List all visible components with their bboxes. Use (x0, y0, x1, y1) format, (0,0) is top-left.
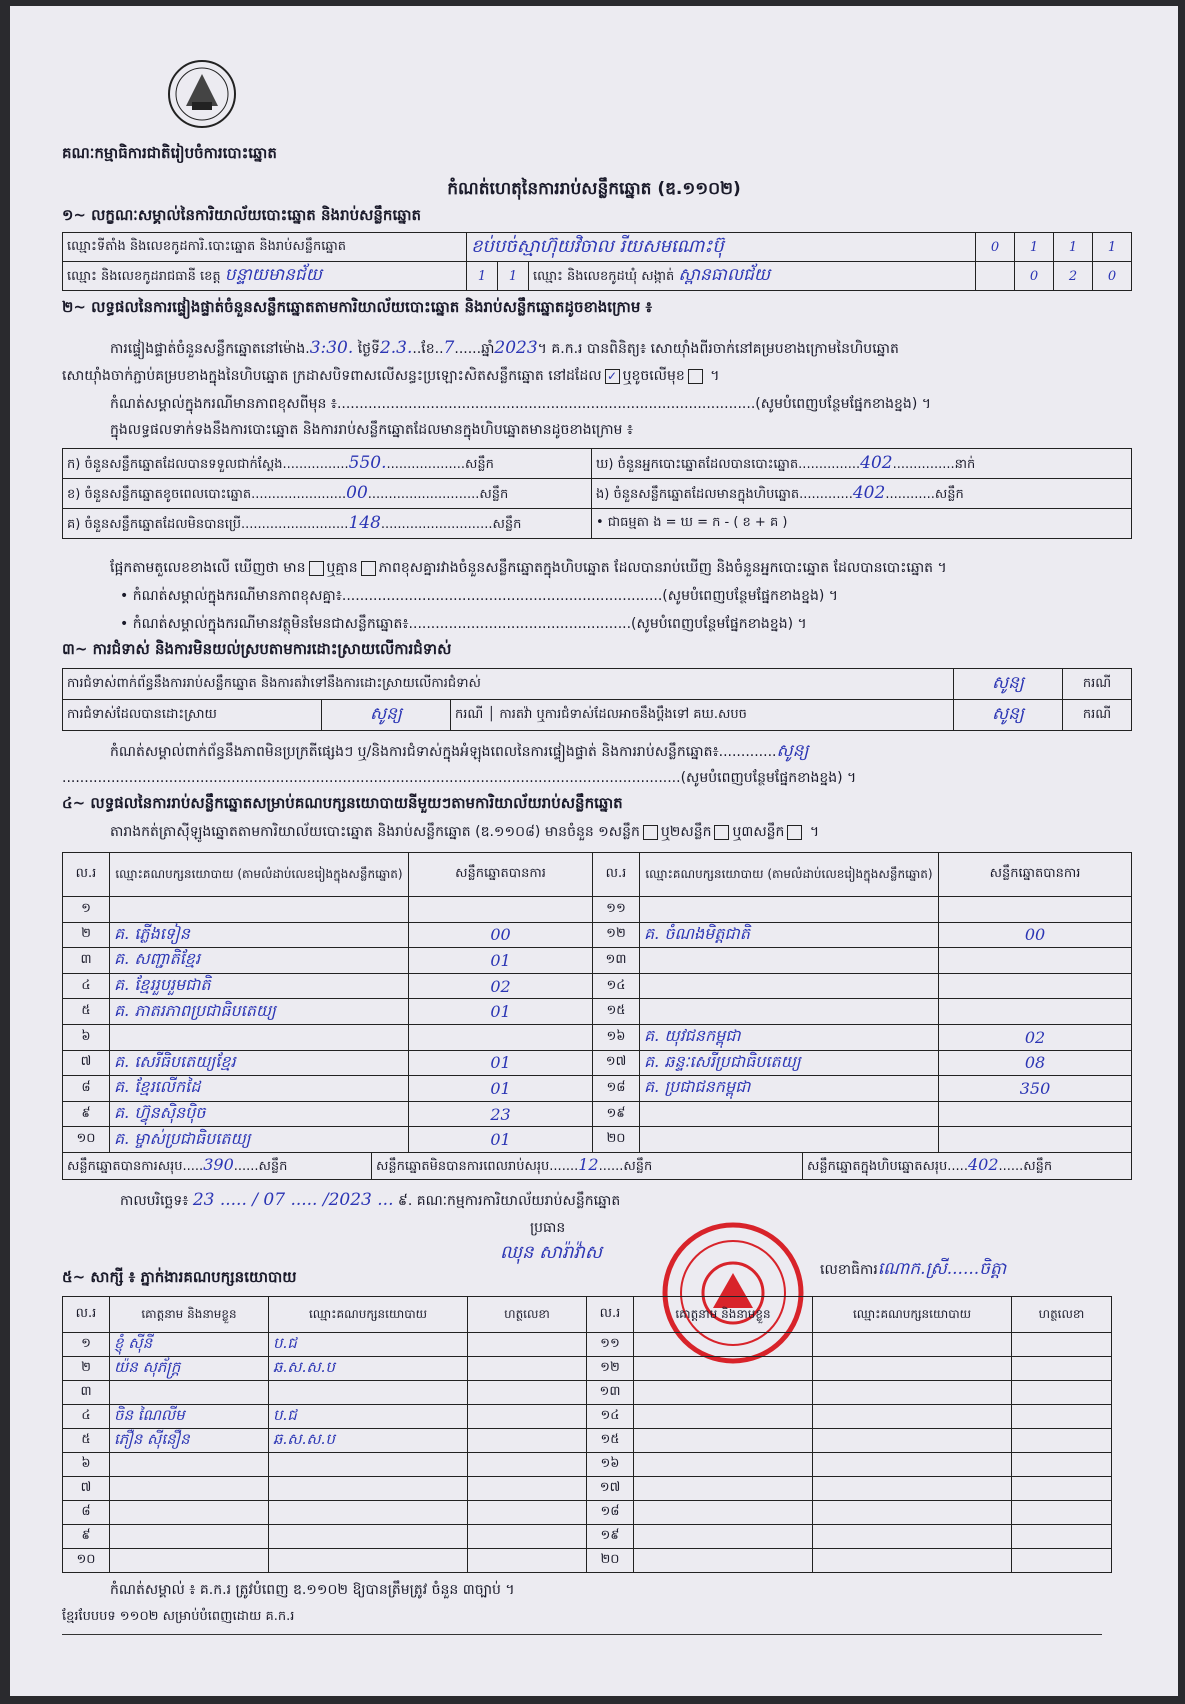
footnote: កំណត់សម្គាល់ ៖ គ.ក.រ ត្រូវបំពេញ ឌ.១១០២ ឱ្យបានត្រឹមត្រូវ ចំនួន ៣ច្បាប់ ។ (110, 1582, 515, 1598)
valid-votes (409, 897, 593, 923)
witness-signature (1012, 1333, 1112, 1357)
witness-signature (1012, 1477, 1112, 1501)
witness-party (813, 1525, 1012, 1549)
witness-party (813, 1549, 1012, 1573)
witness-party (269, 1477, 468, 1501)
section-3-heading: ៣~ ការជំទាស់ និងការមិនយល់ស្របតាមការដោះស្រាយលើការជំទាស់ (62, 640, 452, 658)
reconciliation-time-line: ការផ្ទៀងផ្ទាត់ចំនួនសន្លឹកឆ្នោតនៅម៉ោង.3:30. ថ្ងៃទី2.3...ខែ..7......ឆ្នាំ2023។ គ.ក.រ បានពិនិត្យ៖ សោយ៉ាំងពីរចាក់នៅគម្របខាងក្រោមនៃហិបឆ្នោត (110, 338, 899, 358)
valid-votes: 01 (409, 1127, 593, 1153)
row-number: ១៤ (593, 973, 640, 999)
row-number: ៨ (63, 1076, 110, 1102)
party-name: គ. យុវជនកម្ពុជា (640, 1024, 939, 1050)
witness-signature (468, 1477, 587, 1501)
valid-votes: 01 (409, 999, 593, 1025)
commune-code-digit: 0 (1093, 262, 1132, 291)
ballots-unused-row: គ) ចំនួនសន្លឹកឆ្នោតដែលមិនបានប្រើ..........................148...........................សន្លឹក (63, 509, 592, 539)
row-number: ១២ (587, 1357, 634, 1381)
chair-signature: ឈុន សារ៉ាវ៉ាស (500, 1242, 602, 1263)
date-line: កាលបរិច្ឆេទ៖ 23 ..... / 07 ..... /2023 ... ៩. គណៈកម្មការការិយាល័យរាប់សន្លឹកឆ្នោត (120, 1190, 621, 1210)
witness-signature (468, 1381, 587, 1405)
witness-party (269, 1525, 468, 1549)
witness-signature (1012, 1357, 1112, 1381)
row-number: ៣ (63, 948, 110, 974)
row-number: ១២ (593, 922, 640, 948)
witness-name: ភឿន ស៊ីនឿន (110, 1429, 269, 1453)
formula-row: • ជាធម្មតា ង = ឃ = ក - ( ខ + គ ) (592, 509, 1132, 539)
ballots-spoiled-row: ខ) ចំនួនសន្លឹកឆ្នោតខូចពេលបោះឆ្នោត.......................00...........................សន្លឹក (63, 479, 592, 509)
has-discrepancy-checkbox[interactable] (309, 561, 324, 576)
party-name (640, 973, 939, 999)
row-number: ១៨ (587, 1501, 634, 1525)
form-sheet (10, 6, 1178, 1696)
witness-row (63, 1477, 1112, 1501)
province-value: បន្ទាយមានជ័យ (224, 264, 322, 285)
province-label: ឈ្មោះ និងលេខកូដរាជធានី ខេត្ត បន្ទាយមានជ័យ (63, 262, 467, 291)
form-title: កំណត់ហេតុនៃការរាប់សន្លឹកឆ្នោត (ឌ.១១០២) (447, 179, 741, 199)
ballots-in-box-row: ង) ចំនួនសន្លឹកឆ្នោតដែលមានក្នុងហិបឆ្នោត.............402............សន្លឹក (592, 479, 1132, 509)
valid-votes (409, 1024, 593, 1050)
witness-row (63, 1453, 1112, 1477)
station-code-digit: 1 (1054, 233, 1093, 262)
party-name (640, 1127, 939, 1153)
commune-code-digit: 2 (1054, 262, 1093, 291)
row-number: ១៧ (593, 1050, 640, 1076)
witness-party (269, 1501, 468, 1525)
valid-votes: 00 (939, 922, 1132, 948)
witness-party (813, 1429, 1012, 1453)
witness-signature (1012, 1453, 1112, 1477)
witness-name: ចិន ណៃលីម (110, 1405, 269, 1429)
row-number: ៦ (63, 1453, 110, 1477)
station-code-digit: 0 (976, 233, 1015, 262)
valid-votes: 02 (409, 973, 593, 999)
organization-name: គណៈកម្មាធិការជាតិរៀបចំការបោះឆ្នោត (62, 144, 277, 162)
party-name (110, 897, 409, 923)
witness-name (634, 1381, 813, 1405)
witness-table: ល.រ គោត្តនាម និងនាមខ្លួន ឈ្មោះគណបក្សនយោបាយ ហត្ថលេខា ល.រ គោត្តនាម និងនាមខ្លួន ឈ្មោះគណបក្សនយោបាយ ហត្ថលេខា ១ ខ្ញុំ ស៊ីនី ប.ជ ១១ ២ យ៉ន សុភ័ក្ត្រ ឆ.ស.ស.ប ១២ ៣ ១៣ ៤ ចិន ណៃលីម ប.ជ ១៤ ៥ ភឿន ស៊ីនឿន ឆ.ស.ស.ប ១៥ ៦ ១៦ ៧ ១៧ ៨ ១៨ ៩ ១៩ ១០ ២០ (62, 1296, 1112, 1573)
party-name: គ. សញ្ជាតិខ្មែរ (110, 948, 409, 974)
party-vote-row (63, 1076, 1132, 1102)
witness-row (63, 1381, 1112, 1405)
party-name: គ. ខ្មែររួបរួមជាតិ (110, 973, 409, 999)
complaint-note-line: កំណត់សម្គាល់ពាក់ព័ន្ធនឹងភាពមិនប្រក្រតីផ្សេងៗ ឬ/និងការជំទាស់ក្នុងអំឡុងពេលនៃការផ្ទៀងផ្ទាត់ និងការរាប់សន្លឹកឆ្នោត៖.............សូន្យ (110, 741, 809, 761)
commune-code-digit: 0 (1015, 262, 1054, 291)
witness-row (63, 1357, 1112, 1381)
witness-name (634, 1525, 813, 1549)
complaints-table: ការជំទាស់ពាក់ព័ន្ធនឹងការរាប់សន្លឹកឆ្នោត និងការតវ៉ាទៅនឹងការដោះស្រាយលើការជំទាស់ សូន្យ ករណី ការជំទាស់ដែលបានដោះស្រាយ សូន្យ ករណី │ ការតវ៉ា ឬការជំទាស់ដែលអាចនឹងប្តឹងទៅ គឃ.សបច សូន្យ ករណី (62, 668, 1132, 731)
row-number: ១៦ (593, 1024, 640, 1050)
valid-votes: 00 (409, 922, 593, 948)
commune-label: ឈ្មោះ និងលេខកូដឃុំ សង្កាត់ ស្ពានធាលជ័យ (529, 262, 976, 291)
party-vote-row (63, 1024, 1132, 1050)
chair-label: ប្រធាន (530, 1220, 566, 1236)
valid-votes: 08 (939, 1050, 1132, 1076)
row-number: ១៤ (587, 1405, 634, 1429)
party-name: គ. ហ៊្វុនស៊ិនប៉ិច (110, 1101, 409, 1127)
party-vote-row (63, 1127, 1132, 1153)
witness-signature (468, 1501, 587, 1525)
secretary-line: លេខាធិការណោក.ស្រី......ចិត្តា (820, 1259, 1007, 1279)
party-name (110, 1024, 409, 1050)
station-code-digit: 1 (1093, 233, 1132, 262)
complaint-fill-line: ...........................................................................................................................................(សូមបំពេញបន្ថែមផ្នែកខាងខ្នង) ។ (62, 770, 857, 786)
witness-party (813, 1333, 1012, 1357)
row-number: ១ (63, 1333, 110, 1357)
party-name (640, 1101, 939, 1127)
witness-party (813, 1405, 1012, 1429)
irregular-note-line: កំណត់សម្គាល់ក្នុងករណីមានភាពខុសពីមុន ៖..............................................................................................(សូមបំពេញបន្ថែមផ្នែកខាងខ្នង) ។ (110, 396, 931, 412)
witness-name: ខ្ញុំ ស៊ីនី (110, 1333, 269, 1357)
row-number: ២ (63, 922, 110, 948)
party-name: គ. ឆន្ទៈសេរីប្រជាធិបតេយ្យ (640, 1050, 939, 1076)
witness-signature (468, 1333, 587, 1357)
row-number: ១៩ (587, 1525, 634, 1549)
witness-row (63, 1525, 1112, 1549)
witness-name (634, 1453, 813, 1477)
witness-name (110, 1549, 269, 1573)
witness-signature (1012, 1381, 1112, 1405)
party-name: គ. ប្រជាជនកម្ពុជា (640, 1076, 939, 1102)
party-name: គ. ភាតរភាពប្រជាធិបតេយ្យ (110, 999, 409, 1025)
witness-name (634, 1429, 813, 1453)
party-vote-row (63, 973, 1132, 999)
row-number: ៣ (63, 1381, 110, 1405)
station-code-digit: 1 (1015, 233, 1054, 262)
valid-votes (939, 948, 1132, 974)
witness-name (634, 1501, 813, 1525)
party-vote-row (63, 1050, 1132, 1076)
witness-name (110, 1477, 269, 1501)
row-number: ៧ (63, 1050, 110, 1076)
row-number: ៤ (63, 1405, 110, 1429)
party-vote-row (63, 1101, 1132, 1127)
row-number: ២០ (587, 1549, 634, 1573)
row-number: ១៣ (587, 1381, 634, 1405)
row-number: ៩ (63, 1101, 110, 1127)
form-footer: ខ្មែរបែបបទ ១១០២ សម្រាប់បំពេញដោយ គ.ក.រ (62, 1609, 295, 1624)
seal-check-line: សោយ៉ាំងចាក់ភ្ជាប់គម្របខាងក្នុងនៃហិបឆ្នោត ក្រដាសបិទពាសលើសន្ធះប្រឡោះសិតសន្លឹកឆ្នោត នៅដដែល ✓ ឬខូចលើមុខ ។ (62, 368, 720, 384)
witness-party (813, 1381, 1012, 1405)
witness-name (634, 1549, 813, 1573)
party-name: គ. ម្ចាស់ប្រជាធិបតេយ្យ (110, 1127, 409, 1153)
witness-name (634, 1405, 813, 1429)
witness-name (634, 1357, 813, 1381)
one-ballot-checkbox[interactable] (643, 825, 658, 840)
witness-name: យ៉ន សុភ័ក្ត្រ (110, 1357, 269, 1381)
row-number: ១១ (593, 897, 640, 923)
totals-row: សន្លឹកឆ្នោតបានការសរុប.....390......សន្លឹក សន្លឹកឆ្នោតមិនបានការពេលរាប់សរុប.......12......សន្លឹក សន្លឹកឆ្នោតក្នុងហិបឆ្នោតសរុប.....402......សន្លឹក (62, 1152, 1132, 1180)
row-number: ៨ (63, 1501, 110, 1525)
witness-signature (468, 1357, 587, 1381)
row-number: ១០ (63, 1549, 110, 1573)
two-ballot-checkbox[interactable] (714, 825, 729, 840)
witness-signature (1012, 1525, 1112, 1549)
footer-divider (62, 1634, 1102, 1635)
witness-party (813, 1357, 1012, 1381)
party-vote-row (63, 948, 1132, 974)
discrepancy-line: ផ្អែកតាមតួលេខខាងលើ ឃើញថា មាន ឬគ្មាន ភាពខុសគ្នារវាងចំនួនសន្លឹកឆ្នោតក្នុងហិបឆ្នោត ដែលបានរាប់ឃើញ និងចំនួនអ្នកបោះឆ្នោត ដែលបានបោះឆ្នោត ។ (110, 560, 947, 576)
commune-value: ស្ពានធាលជ័យ (678, 264, 771, 285)
seal-intact-checkbox[interactable]: ✓ (605, 369, 620, 384)
witness-signature (1012, 1405, 1112, 1429)
witness-signature (468, 1405, 587, 1429)
witness-signature (468, 1525, 587, 1549)
valid-votes (939, 999, 1132, 1025)
witness-party (269, 1453, 468, 1477)
witness-name (110, 1453, 269, 1477)
section-2-heading: ២~ លទ្ធផលនៃការផ្ទៀងផ្ទាត់ចំនួនសន្លឹកឆ្នោតតាមការិយាល័យបោះឆ្នោត និងរាប់សន្លឹកឆ្នោតដូចខាងក្រោម ៖ (62, 298, 653, 316)
three-ballot-checkbox[interactable] (787, 825, 802, 840)
witness-party (813, 1501, 1012, 1525)
section-4-intro: តារាងកត់ត្រាស៊ីឡូងឆ្នោតតាមការិយាល័យបោះឆ្នោត និងរាប់សន្លឹកឆ្នោត (ឌ.១១០៨) មានចំនួន ១សន្លឹក ឬ២សន្លឹក ឬ៣សន្លឹក ។ (110, 824, 820, 840)
party-name (640, 999, 939, 1025)
row-number: ៥ (63, 999, 110, 1025)
nec-emblem-icon (162, 58, 242, 130)
witness-party: ឆ.ស.ស.ប (269, 1357, 468, 1381)
section-1-table (62, 232, 1132, 291)
row-number: ១១ (587, 1333, 634, 1357)
witness-party (269, 1381, 468, 1405)
row-number: ៦ (63, 1024, 110, 1050)
valid-votes: 01 (409, 948, 593, 974)
witness-party: ប.ជ (269, 1405, 468, 1429)
section-4-heading: ៤~ លទ្ធផលនៃការរាប់សន្លឹកឆ្នោតសម្រាប់គណបក្សនយោបាយនីមួយៗតាមការិយាល័យរាប់សន្លឹកឆ្នោត (62, 794, 623, 812)
witness-name (634, 1477, 813, 1501)
witness-name (634, 1333, 813, 1357)
valid-votes: 01 (409, 1050, 593, 1076)
party-name: គ. សេរីធិបតេយ្យខ្មែរ (110, 1050, 409, 1076)
ballot-intro-line: ក្នុងលទ្ធផលទាក់ទងនឹងការបោះឆ្នោត និងការរាប់សន្លឹកឆ្នោតដែលមានក្នុងហិបឆ្នោតមានដូចខាងក្រោម ៖ (110, 422, 634, 438)
province-code-digit: 1 (467, 262, 498, 291)
no-discrepancy-checkbox[interactable] (361, 561, 376, 576)
witness-party: ឆ.ស.ស.ប (269, 1429, 468, 1453)
row-number: ១០ (63, 1127, 110, 1153)
province-code-digit: 1 (498, 262, 529, 291)
witness-signature (468, 1429, 587, 1453)
valid-votes (939, 897, 1132, 923)
ballot-count-table (62, 448, 1132, 539)
witness-signature (468, 1549, 587, 1573)
witness-name (110, 1381, 269, 1405)
witness-signature (1012, 1429, 1112, 1453)
party-name (640, 948, 939, 974)
witness-signature (1012, 1501, 1112, 1525)
valid-votes (939, 973, 1132, 999)
witness-party (813, 1453, 1012, 1477)
witness-signature (468, 1453, 587, 1477)
valid-votes: 350 (939, 1076, 1132, 1102)
witness-row (63, 1549, 1112, 1573)
valid-votes (939, 1101, 1132, 1127)
note-line-2: • កំណត់សម្គាល់ក្នុងករណីមានវត្ថុមិនមែនជាសន្លឹកឆ្នោត៖..................................................(សូមបំពេញបន្ថែមផ្នែកខាងខ្នង) ។ (120, 616, 807, 632)
party-name: គ. ខ្មែរលេីកដៃ (110, 1076, 409, 1102)
party-vote-row (63, 922, 1132, 948)
row-number: ១៣ (593, 948, 640, 974)
witness-name (110, 1501, 269, 1525)
party-vote-row (63, 897, 1132, 923)
row-number: ១៩ (593, 1101, 640, 1127)
party-name: គ. ចំណងមិត្តជាតិ (640, 922, 939, 948)
row-number: ១៦ (587, 1453, 634, 1477)
row-number: ១៧ (587, 1477, 634, 1501)
witness-party (269, 1549, 468, 1573)
row-number: ១៨ (593, 1076, 640, 1102)
row-number: ៧ (63, 1477, 110, 1501)
valid-votes (939, 1127, 1132, 1153)
witness-party: ប.ជ (269, 1333, 468, 1357)
row-number: ៩ (63, 1525, 110, 1549)
witness-row (63, 1501, 1112, 1525)
witness-name (110, 1525, 269, 1549)
station-name-label: ឈ្មោះទីតាំង និងលេខកូដការិ.បោះឆ្នោត និងរាប់សន្លឹកឆ្នោត (63, 233, 467, 262)
row-number: ២ (63, 1357, 110, 1381)
row-number: ១ (63, 897, 110, 923)
witness-row (63, 1333, 1112, 1357)
row-number: ៤ (63, 973, 110, 999)
party-name: គ. ភ្លើងទៀន (110, 922, 409, 948)
row-number: ១៥ (593, 999, 640, 1025)
row-number: ២០ (593, 1127, 640, 1153)
party-name (640, 897, 939, 923)
station-name-value: ខប់បច់ស្មាហ៊ុយវិចាល រីយសមណោះប៊ុ (467, 233, 976, 262)
section-1-heading: ១~ លក្ខណៈសម្គាល់នៃការិយាល័យបោះឆ្នោត និងរាប់សន្លឹកឆ្នោត (62, 206, 422, 224)
row-number: ១៥ (587, 1429, 634, 1453)
valid-votes: 23 (409, 1101, 593, 1127)
witness-row (63, 1405, 1112, 1429)
witness-party (813, 1477, 1012, 1501)
ballots-received-row: ក) ចំនួនសន្លឹកឆ្នោតដែលបានទទួលជាក់ស្តែង................550....................សន្លឹក (63, 449, 592, 479)
seal-broken-checkbox[interactable] (688, 369, 703, 384)
witness-signature (1012, 1549, 1112, 1573)
party-vote-row (63, 999, 1132, 1025)
voters-voted-row: ឃ) ចំនួនអ្នកបោះឆ្នោតដែលបានបោះឆ្នោត...............402...............នាក់ (592, 449, 1132, 479)
witness-row (63, 1429, 1112, 1453)
valid-votes: 02 (939, 1024, 1132, 1050)
section-5-heading: ៥~ សាក្សី ៖ ភ្នាក់ងារគណបក្សនយោបាយ (62, 1268, 297, 1286)
valid-votes: 01 (409, 1076, 593, 1102)
row-number: ៥ (63, 1429, 110, 1453)
party-votes-table: ល.រ ឈ្មោះគណបក្សនយោបាយ (តាមលំដាប់លេខរៀងក្នុងសន្លឹកឆ្នោត) សន្លឹកឆ្នោតបានការ ល.រ ឈ្មោះគណបក្សនយោបាយ (តាមលំដាប់លេខរៀងក្នុងសន្លឹកឆ្នោត) សន្លឹកឆ្នោតបានការ ១ ១១ ២ គ. ភ្លើងទៀន 00 ១២ គ. ចំណងមិត្តជាតិ 00 ៣ គ. សញ្ជាតិខ្មែរ 01 ១៣ ៤ គ. ខ្មែររួបរួមជាតិ 02 ១៤ ៥ គ. ភាតរភាពប្រជាធិបតេយ្យ 01 ១៥ ៦ ១៦ គ. យុវជនកម្ពុជា 02 ៧ គ. សេរីធិបតេយ្យខ្មែរ 01 ១៧ គ. ឆន្ទៈសេរីប្រជាធិបតេយ្យ 08 ៨ គ. ខ្មែរលេីកដៃ 01 ១៨ គ. ប្រជាជនកម្ពុជា 350 ៩ គ. ហ៊្វុនស៊ិនប៉ិច 23 ១៩ ១០ គ. ម្ចាស់ប្រជាធិបតេយ្យ 01 ២០ (62, 852, 1132, 1153)
note-line-1: • កំណត់សម្គាល់ក្នុងករណីមានភាពខុសគ្នា៖........................................................................(សូមបំពេញបន្ថែមផ្នែកខាងខ្នង) ។ (120, 588, 838, 604)
